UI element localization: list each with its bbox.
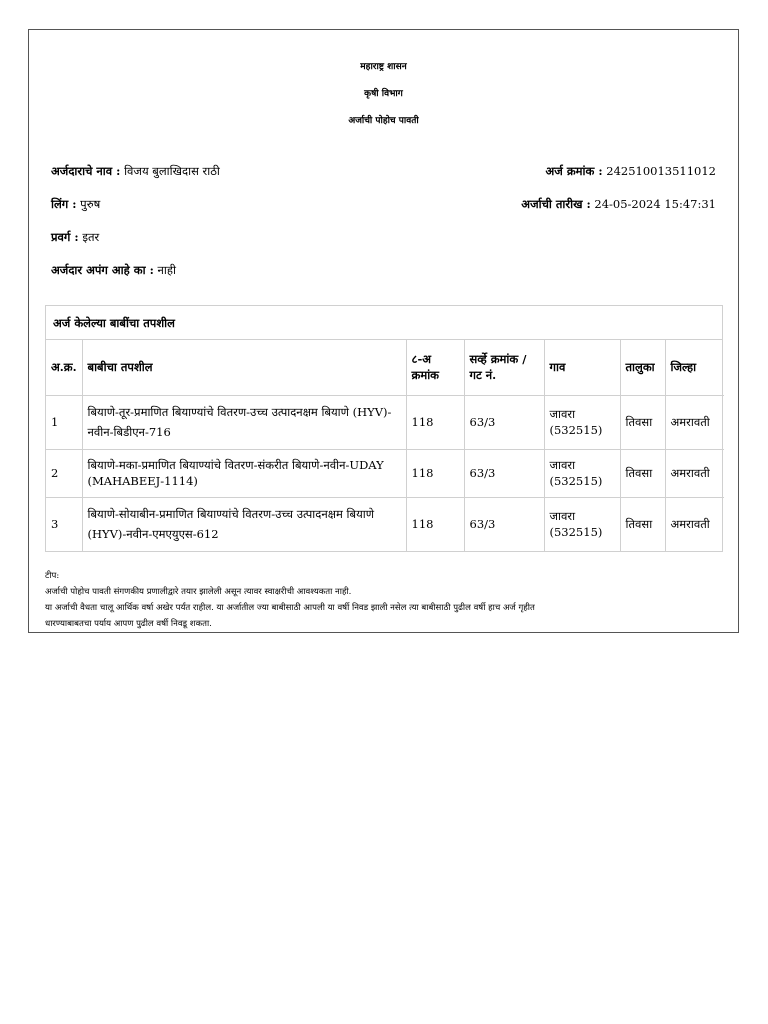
cell-district: अमरावती [665,395,724,449]
disability [51,263,176,278]
disability-label: अर्जदार अपंग आहे का : [51,263,154,277]
cell-item: बियाणे-मका-प्रमाणित बियाण्यांचे वितरण-संकरीत बियाणे-नवीन-UDAY (MAHABEEJ-1114) [82,449,406,497]
cell-sr: 2 [46,449,82,497]
col-header-survey: सर्व्हे क्रमांक / गट नं. [464,340,544,395]
table-row [46,395,724,449]
application-date [521,197,716,212]
cell-taluka: तिवसा [620,395,665,449]
gender-label: लिंग : [51,197,77,211]
cell-village: जावरा (532515) [544,395,620,449]
cell-survey: 63/3 [464,449,544,497]
applicant-name [51,164,220,179]
application-date-value: 24-05-2024 15:47:31 [594,197,716,211]
details-title: अर्ज केलेल्या बाबींचा तपशील [46,306,722,340]
col-header-district: जिल्हा [665,340,724,395]
cell-survey: 63/3 [464,395,544,449]
details-section [45,305,723,552]
cell-village: जावरा (532515) [544,449,620,497]
department-title: कृषी विभाग [364,89,403,99]
govt-title: महाराष्ट्र शासन [360,62,407,72]
receipt-title: अर्जाची पोहोच पावती [348,116,419,126]
disability-value: नाही [157,263,176,277]
applicant-name-label: अर्जदाराचे नाव : [51,164,121,178]
gender-value: पुरुष [80,197,101,211]
col-header-sr: अ.क्र. [46,340,82,395]
table-row [46,497,724,551]
cell-village: जावरा (532515) [544,497,620,551]
col-header-village: गाव [544,340,620,395]
cell-khata: 118 [406,395,464,449]
details-table [46,340,724,551]
cell-sr: 1 [46,395,82,449]
note-line-3: धारण्याबाबतचा पर्याय आपण पुढील वर्षी निवडू शकता. [45,619,212,629]
note-heading: टीप: [45,571,60,581]
application-number [546,164,717,179]
col-header-item: बाबीचा तपशील [82,340,406,395]
cell-item: बियाणे-सोयाबीन-प्रमाणित बियाण्यांचे वितरण-उच्च उत्पादनक्षम बियाणे (HYV)-नवीन-एमएयुएस-612 [82,497,406,551]
applicant-name-value: विजय बुलाखिदास राठी [124,164,220,178]
table-row [46,449,724,497]
cell-khata: 118 [406,449,464,497]
cell-khata: 118 [406,497,464,551]
category [51,230,99,245]
category-label: प्रवर्ग : [51,230,79,244]
cell-sr: 3 [46,497,82,551]
application-number-label: अर्ज क्रमांक : [545,164,603,178]
cell-taluka: तिवसा [620,497,665,551]
cell-district: अमरावती [665,497,724,551]
receipt-frame [28,29,739,633]
note-line-2: या अर्जाची वैधता चालू आर्थिक वर्षा अखेर पर्यंत राहील. या अर्जातील ज्या बाबीसाठी आपली या वर्षी निवड झाली नसेल त्या बाबीसाठी पुढील वर्षी हाच अर्ज गृहीत [45,603,535,613]
table-header-row [46,340,724,395]
cell-district: अमरावती [665,449,724,497]
application-date-label: अर्जाची तारीख : [521,197,591,211]
gender [51,197,100,212]
application-number-value: 242510013511012 [606,164,716,178]
cell-survey: 63/3 [464,497,544,551]
note-line-1: अर्जाची पोहोच पावती संगणकीय प्रणालीद्वारे तयार झालेली असून त्यावर स्वाक्षरीची आवश्यकता नाही. [45,587,352,597]
col-header-taluka: तालुका [620,340,665,395]
col-header-khata: ८-अ क्रमांक [406,340,464,395]
cell-item: बियाणे-तूर-प्रमाणित बियाण्यांचे वितरण-उच्च उत्पादनक्षम बियाणे (HYV)-नवीन-बिडीएन-716 [82,395,406,449]
cell-taluka: तिवसा [620,449,665,497]
category-value: इतर [82,230,100,244]
